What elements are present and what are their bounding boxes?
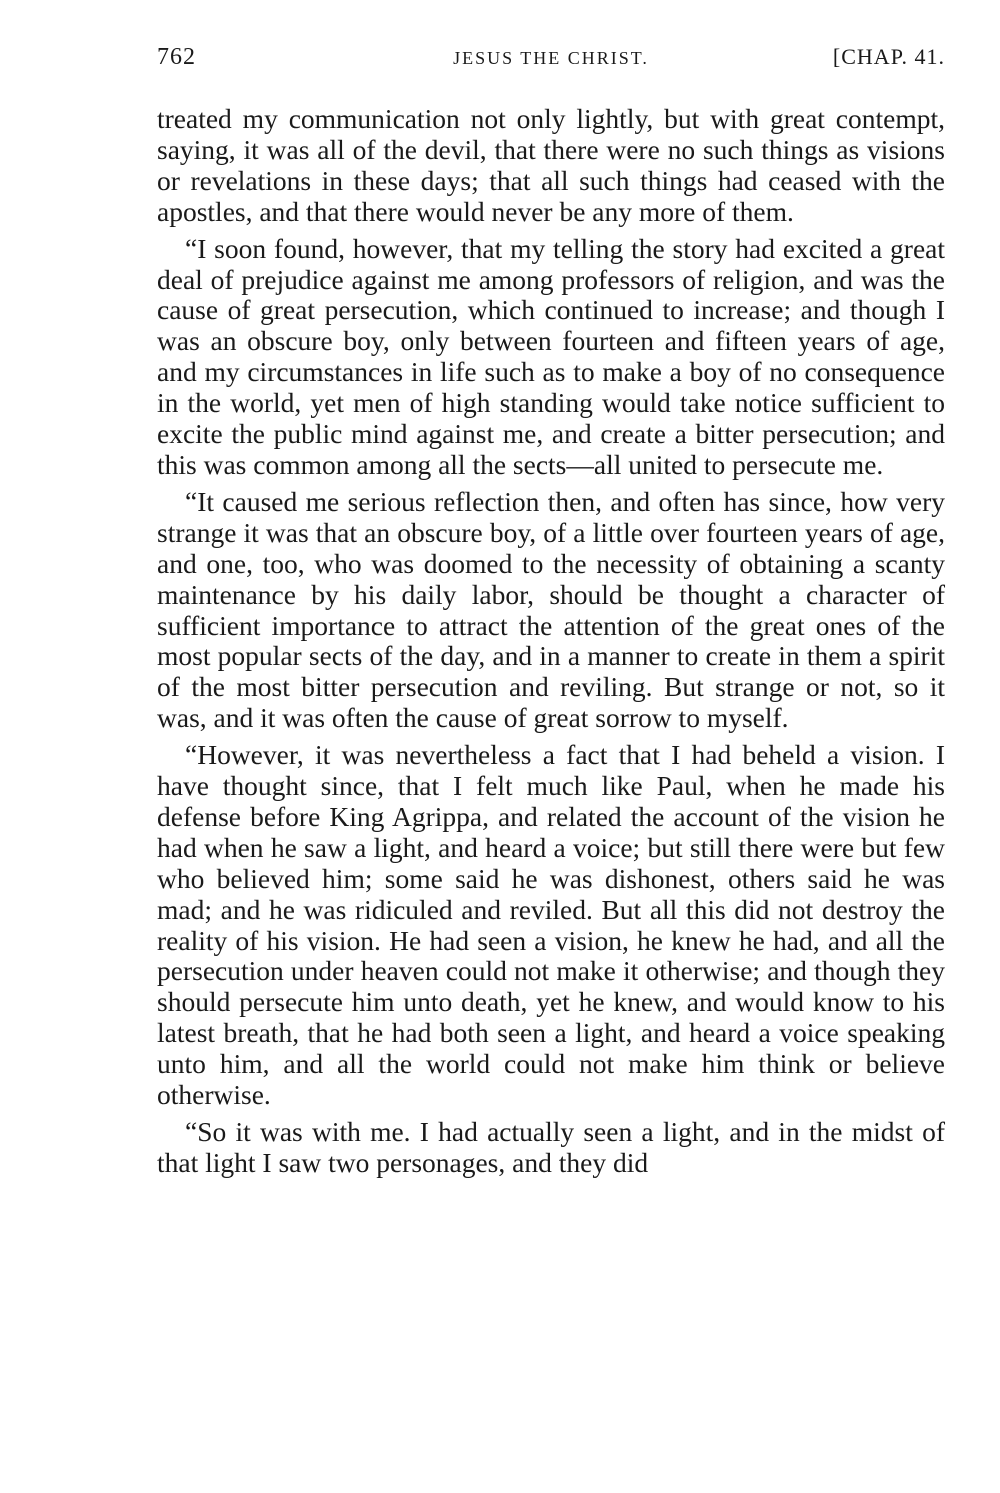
paragraph: “I soon found, however, that my telling the story had excited a great deal of prejudice against me among professors of religion, and was the cause of great persecution, which continued to increase; and though I was an obscure boy, only between fourteen and fifteen years of age, and my circumstances in life such as to make a boy of no consequence in the world, yet men of high standing would take notice sufficient to excite the public mind against me, and create a bitter persecution; and this was common among all the sects—all united to persecute me. — [157, 232, 945, 480]
chapter-label: [CHAP. 41. — [832, 44, 945, 69]
paragraph: “However, it was nevertheless a fact that I had beheld a vision. I have thought since, that I felt much like Paul, when he made his defense before King Agrippa, and related the account of the vision he had when he saw a light, and heard a voice; but still there were but few who believed him; some said he was dishonest, others said he was mad; and he was ridiculed and reviled. But all this did not destroy the reality of his vision. He had seen a vision, he knew he had, and all the persecution under heaven could not make it otherwise; and though they should persecute him unto death, yet he knew, and would know to his latest breath, that he had both seen a light, and heard a voice speaking unto him, and all the world could not make him think or believe otherwise. — [157, 739, 945, 1111]
book-page — [157, 44, 945, 1185]
paragraph: treated my communication not only lightly, but with great contempt, saying, it was all of the devil, that there were no such things as visions or revelations in these days; that all such things had ceased with the apostles, and that there would never be any more of them. — [157, 103, 945, 227]
running-header — [157, 44, 945, 80]
page-number: 762 — [157, 44, 196, 70]
book-title: JESUS THE CHRIST. — [453, 48, 649, 68]
paragraph: “It caused me serious reflection then, and often has since, how very strange it was that an obscure boy, of a little over fourteen years of age, and one, too, who was doomed to the necessity of obtaining a scanty maintenance by his daily labor, should be thought a character of sufficient importance to attract the attention of the great ones of the most popular sects of the day, and in a manner to create in them a spirit of the most bitter persecution and reviling. But strange or not, so it was, and it was often the cause of great sorrow to myself. — [157, 485, 945, 734]
paragraph: “So it was with me. I had actually seen a light, and in the midst of that light I saw two personages, and they did — [157, 1116, 945, 1178]
body-text — [157, 104, 945, 1179]
